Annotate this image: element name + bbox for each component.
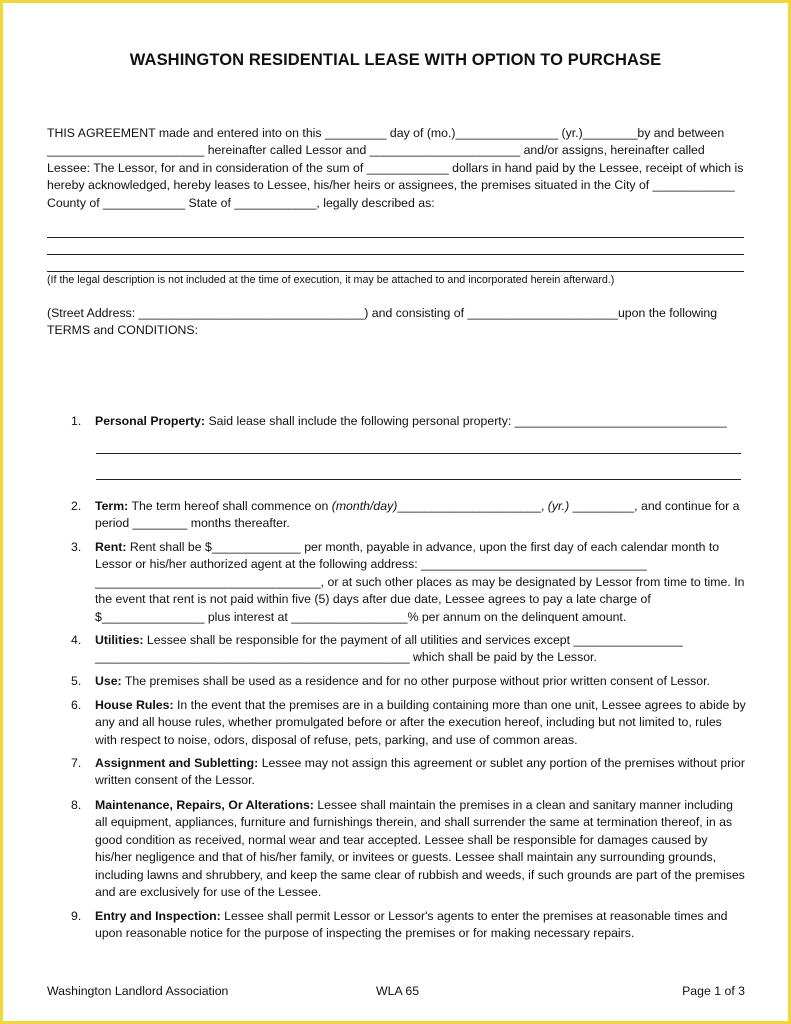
- clause-body: [95, 498, 747, 533]
- clause-text: Said lease shall include the following personal property: _______________________________: [205, 414, 727, 428]
- clause-text: _________, and continue for a period ________ months thereafter.: [95, 499, 740, 531]
- footer-association: Washington Landlord Association: [47, 984, 229, 998]
- clause-personal-property: [47, 413, 747, 430]
- street-address-paragraph: (Street Address: _________________________________) and consisting of ______________________upon the following TERMS and CONDITIONS:: [47, 306, 718, 338]
- footer-form-code: WLA 65: [376, 984, 420, 998]
- document-title: WASHINGTON RESIDENTIAL LEASE WITH OPTION TO PURCHASE: [129, 51, 662, 69]
- clause-heading: Personal Property:: [95, 414, 206, 428]
- clause-number: 4.: [71, 633, 82, 647]
- agreement-intro-paragraph: THIS AGREEMENT made and entered into on this _________ day of (mo.)_______________ (yr.)________by and between _______________________ hereinafter called Lessor and ______________________ and/or assigns, hereinafter called Lessee: The Lessor, for and in consideration of the sum of ____________ dollars in hand paid by the Lessee, receipt of which is hereby acknowledged, hereby leases to Lessee, his/her heirs or assignees, the premises situated in the City of ____________ County of ____________ State of ____________, legally described as:: [47, 126, 744, 210]
- clause-heading: Use:: [95, 674, 122, 688]
- clause-text: _____________________,: [397, 499, 548, 513]
- clause-number: 2.: [71, 499, 82, 513]
- clause-heading: Maintenance, Repairs, Or Alterations:: [95, 798, 314, 812]
- clause-number: 9.: [71, 909, 82, 923]
- clause-body: [95, 697, 747, 749]
- clause-heading: Rent:: [95, 540, 127, 554]
- clause-italic-label: (yr.): [547, 499, 570, 513]
- clause-assignment-subletting: [47, 755, 747, 790]
- clause-heading: Term:: [95, 499, 129, 513]
- clause-text: The term hereof shall commence on: [128, 499, 332, 513]
- legal-description-line-2: [47, 254, 744, 255]
- clause-number: 5.: [71, 674, 82, 688]
- personal-property-line-1: [96, 453, 741, 454]
- clause-use: [47, 673, 747, 690]
- clause-text: Lessee shall be responsible for the payment of all utilities and services except ________________ ______________________________________________ which shall be paid by the Lessor.: [95, 633, 683, 665]
- clause-italic-label: (month/day): [331, 499, 398, 513]
- clause-text: Lessee may not assign this agreement or sublet any portion of the premises without prior written consent of the Lessor.: [95, 756, 745, 788]
- clause-utilities: [47, 632, 747, 667]
- personal-property-line-2: [96, 479, 741, 480]
- clause-number: 1.: [71, 414, 82, 428]
- legal-description-line-3: [47, 271, 744, 272]
- clause-body: [95, 908, 747, 943]
- clause-text: Lessee shall maintain the premises in a clean and sanitary manner including all equipment, appliances, furniture and furnishings therein, and shall surrender the same at termination thereof, in as good condition as received, normal wear and tear accepted. Lessee shall be responsible for damages caused by his/her negligence and that of his/her family, or invitees or guests. Lessee shall maintain any surrounding grounds, including lawns and shrubbery, and keep the same clear of rubbish and weeds, if such grounds are part of the premises and are exclusively for use of the Lessee.: [95, 798, 745, 900]
- clause-heading: Entry and Inspection:: [95, 909, 221, 923]
- legal-description-line-1: [47, 237, 744, 238]
- clause-body: [95, 413, 747, 430]
- clause-body: [95, 673, 747, 690]
- clause-body: [95, 797, 747, 901]
- clause-heading: Utilities:: [95, 633, 144, 647]
- clause-number: 8.: [71, 798, 82, 812]
- clause-number: 6.: [71, 698, 82, 712]
- clause-text: Lessee shall permit Lessor or Lessor's agents to enter the premises at reasonable times and upon reasonable notice for the purpose of inspecting the premises or for making necessary repairs.: [95, 909, 728, 941]
- clause-house-rules: [47, 697, 747, 749]
- clause-body: [95, 632, 747, 667]
- clause-text: The premises shall be used as a residence and for no other purpose without prior written consent of Lessor.: [121, 674, 710, 688]
- clause-body: [95, 755, 747, 790]
- clause-heading: Assignment and Subletting:: [95, 756, 259, 770]
- clause-heading: House Rules:: [95, 698, 174, 712]
- clause-body: [95, 539, 747, 626]
- clause-entry-inspection: [47, 908, 747, 943]
- footer-page-number: Page 1 of 3: [682, 984, 745, 998]
- clause-maintenance: [47, 797, 747, 901]
- legal-description-note: (If the legal description is not included at the time of execution, it may be attached to and incorporated herein afterward.): [47, 274, 615, 286]
- clause-term: [47, 498, 747, 533]
- clause-text: In the event that the premises are in a building containing more than one unit, Lessee agrees to abide by any and all house rules, whether promulgated before or after the execution hereof, including but not limited to, rules with respect to noise, odors, disposal of refuse, pets, parking, and use of common areas.: [95, 698, 746, 747]
- clause-number: 3.: [71, 540, 82, 554]
- clause-rent: [47, 539, 747, 626]
- clause-number: 7.: [71, 756, 82, 770]
- clause-text: Rent shall be $_____________ per month, payable in advance, upon the first day of each calendar month to Lessor or his/her authorized agent at the following address: _________________________________ _________________________________, or at such other places as may be designated by Lessor from time to time. In the event that rent is not paid within five (5) days after due date, Lessee agrees to pay a late charge of $_______________ plus interest at _________________% per annum on the delinquent amount.: [95, 540, 745, 624]
